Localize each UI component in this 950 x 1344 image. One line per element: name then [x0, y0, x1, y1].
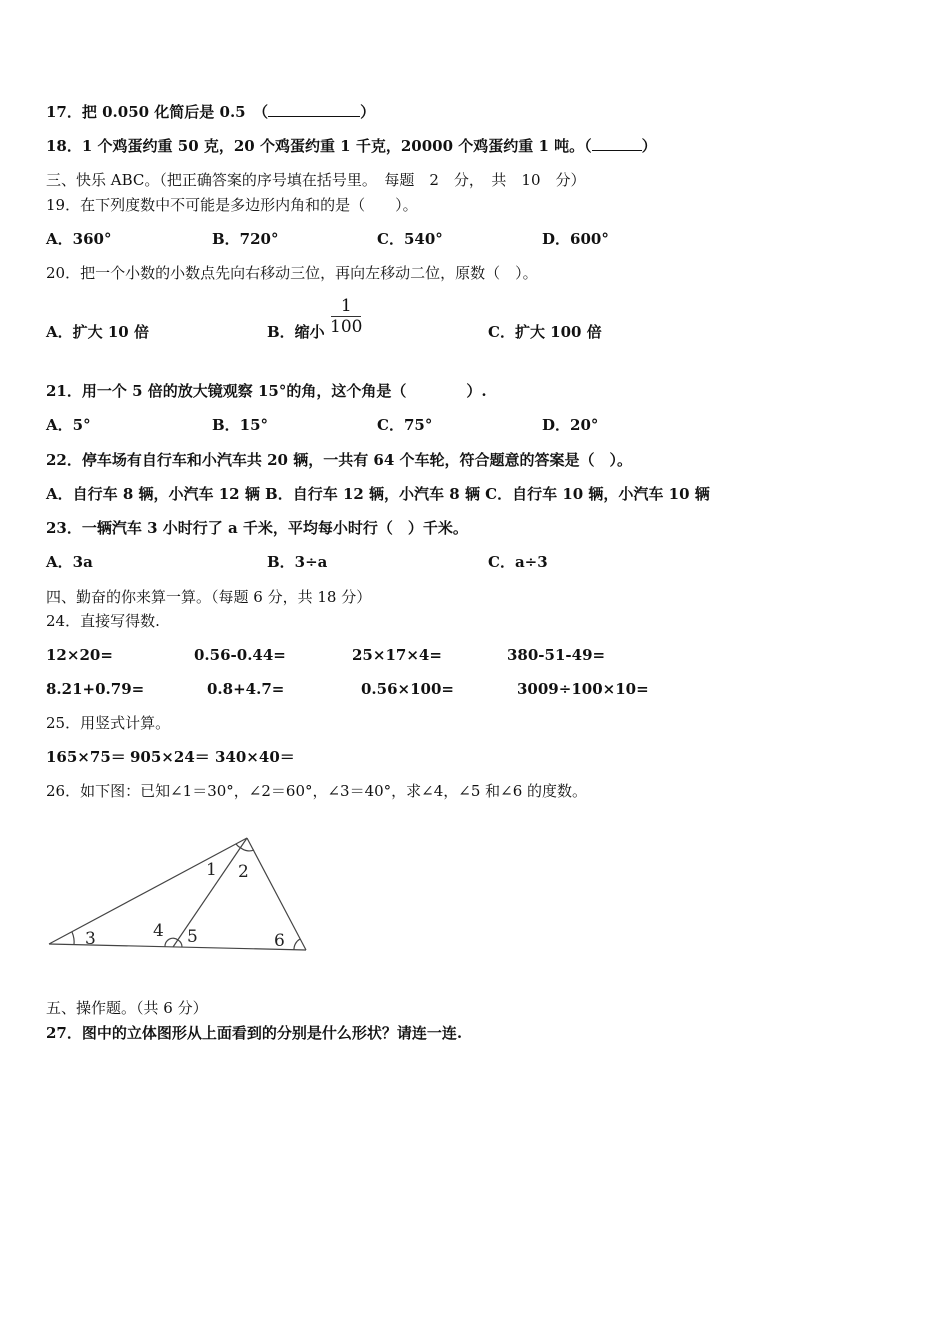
answer-blank[interactable] — [268, 102, 360, 117]
q19-option-b[interactable]: B．720° — [212, 230, 279, 248]
question-22-text: 22．停车场有自行车和小汽车共 20 辆，一共有 64 个车轮，符合题意的答案是（ ）。 — [46, 451, 633, 469]
q20-option-b[interactable] — [267, 322, 325, 342]
fraction-denominator: 100 — [330, 317, 363, 337]
question-20-text: 20．把一个小数的小数点先向右移动三位，再向左移动二位，原数（ ）。 — [46, 264, 538, 282]
q21-option-a[interactable]: A．5° — [46, 416, 91, 434]
side-left — [49, 838, 247, 944]
vertical-calc-item: 165×75＝ — [46, 748, 126, 766]
question-18-close: ） — [641, 137, 657, 155]
q20-option-a[interactable]: A．扩大 10 倍 — [46, 323, 149, 341]
question-17-text: 17．把 0.050 化简后是 0.5 （ — [46, 103, 269, 121]
answer-blank[interactable] — [592, 136, 642, 151]
question-19-text: 19．在下列度数中不可能是多边形内角和的是（ ）。 — [46, 196, 418, 214]
q22-options[interactable]: A．自行车 8 辆，小汽车 12 辆 B．自行车 12 辆，小汽车 8 辆 C．自行车 10 辆，小汽车 10 辆 — [46, 485, 710, 503]
calc-item: 3009÷100×10= — [517, 680, 649, 698]
q19-option-a[interactable]: A．360° — [46, 230, 112, 248]
angle-label-6: 6 — [274, 931, 285, 951]
vertical-calc-item: 905×24＝ — [130, 748, 210, 766]
calc-item: 12×20= — [46, 646, 113, 664]
fraction-one-hundredth — [328, 296, 364, 337]
inner-segment — [173, 838, 247, 947]
vertical-calc-item: 340×40＝ — [215, 748, 295, 766]
q23-option-c[interactable]: C．a÷3 — [488, 553, 548, 571]
question-27-text: 27．图中的立体图形从上面看到的分别是什么形状？请连一连. — [46, 1024, 463, 1042]
angle-label-3: 3 — [85, 929, 96, 949]
question-21-text: 21．用一个 5 倍的放大镜观察 15°的角，这个角是（ ）. — [46, 382, 487, 400]
q23-option-a[interactable]: A．3a — [46, 553, 93, 571]
question-23-text: 23．一辆汽车 3 小时行了 a 千米，平均每小时行（ ）千米。 — [46, 519, 468, 537]
section-3-title: 三、快乐 ABC。（把正确答案的序号填在括号里。 每题 2 分， 共 10 分） — [46, 171, 586, 189]
section-5-title: 五、操作题。（共 6 分） — [46, 999, 208, 1017]
section-4-title: 四、勤奋的你来算一算。（每题 6 分，共 18 分） — [46, 588, 372, 606]
q20-option-b-label: B．缩小 — [267, 323, 325, 341]
q21-option-b[interactable]: B．15° — [212, 416, 269, 434]
calc-item: 0.8+4.7= — [207, 680, 285, 698]
angle-label-2: 2 — [238, 862, 249, 882]
q20-option-c[interactable]: C．扩大 100 倍 — [488, 323, 602, 341]
angle-label-4: 4 — [153, 921, 164, 941]
q21-option-c[interactable]: C．75° — [377, 416, 433, 434]
question-17-close: ） — [360, 103, 376, 121]
angle-arc-5 — [178, 940, 182, 947]
question-25-text: 25．用竖式计算。 — [46, 714, 171, 732]
calc-item: 25×17×4= — [352, 646, 442, 664]
calc-item: 8.21+0.79= — [46, 680, 145, 698]
calc-item: 380-51-49= — [507, 646, 606, 664]
triangle-figure — [40, 828, 320, 958]
angle-arc-3 — [72, 932, 74, 945]
question-26-text: 26．如下图：已知∠1＝30°，∠2＝60°，∠3＝40°，求∠4，∠5 和∠6 的度数。 — [46, 782, 588, 800]
angle-arc-top — [236, 844, 241, 848]
question-18 — [46, 136, 657, 156]
q19-option-c[interactable]: C．540° — [377, 230, 443, 248]
question-24-text: 24．直接写得数. — [46, 612, 160, 630]
angle-label-1: 1 — [206, 860, 217, 880]
angle-label-5: 5 — [187, 927, 198, 947]
fraction-numerator: 1 — [340, 296, 352, 316]
q19-option-d[interactable]: D．600° — [542, 230, 609, 248]
question-18-text: 18．1 个鸡蛋约重 50 克，20 个鸡蛋约重 1 千克，20000 个鸡蛋约重 1 吨。（ — [46, 137, 592, 155]
q21-option-d[interactable]: D．20° — [542, 416, 599, 434]
calc-item: 0.56×100= — [361, 680, 454, 698]
q23-option-b[interactable]: B．3÷a — [267, 553, 328, 571]
angle-arc-6 — [294, 939, 300, 950]
calc-item: 0.56-0.44= — [194, 646, 286, 664]
question-17 — [46, 102, 375, 122]
